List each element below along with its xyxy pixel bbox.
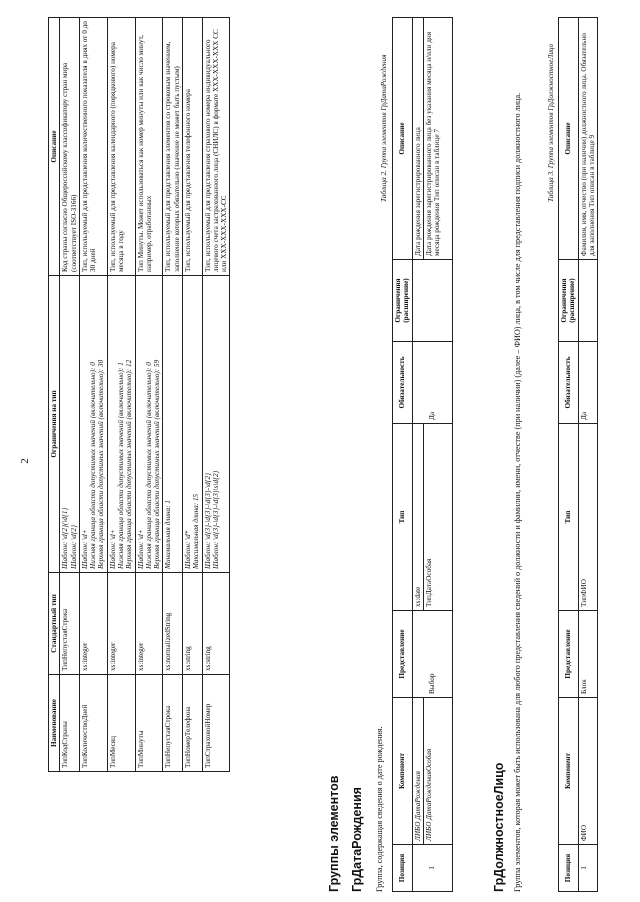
col-component-header: Компонент (393, 698, 413, 845)
gr-official-title: ГрДолжностноеЛицо (492, 762, 506, 892)
col-required-header: Обязательность (559, 342, 579, 424)
restriction-cell: Минимальная длина: 1 (163, 276, 183, 573)
type-name-cell: ТипСтраховойНомер (202, 675, 230, 772)
standard-type-cell: ТипНепустаяСтрока (60, 573, 80, 675)
col-required-header: Обязательность (393, 342, 413, 424)
position-cell: 1 (412, 845, 452, 892)
table-row (60, 18, 80, 772)
type-name-cell: ТипНепустаяСтрока (163, 675, 183, 772)
gr-birth-intro: Группа, содержащая сведения о дате рождения. (375, 726, 384, 892)
col-representation-header: Представление (559, 611, 579, 698)
table-row (107, 18, 135, 772)
table-header-row (49, 18, 60, 772)
required-cell: Да (412, 342, 452, 424)
restriction-cell (412, 260, 452, 342)
col-representation-header: Представление (393, 611, 413, 698)
gr-birth-caption: Таблица 2. Группа элементов ГрДатаРождения (380, 54, 388, 202)
col-restriction-header: Ограничения (расширение) (559, 260, 579, 342)
restriction-cell: Шаблон: \d{3}-\d{3}-\d{3}-\d{2} Шаблон: \d{3}-\d{3}-\d{3}\s\d{2} (202, 276, 230, 573)
table-header-row (559, 18, 579, 892)
table-row (182, 18, 202, 772)
representation-cell: Выбор (412, 611, 452, 698)
type-name-cell: ТипНомерТелефона (182, 675, 202, 772)
standard-type-cell: xs:normalizedString (163, 573, 183, 675)
position-cell: 1 (578, 845, 598, 892)
section-heading-groups: Группы элементов (327, 775, 341, 892)
restriction-cell: Шаблон: \d{2}(\d{1} Шаблон: \d{2} (60, 276, 80, 573)
standard-type-cell: xs:integer (107, 573, 135, 675)
table-row (578, 18, 598, 892)
standard-type-cell: xs:string (182, 573, 202, 675)
description-cell: Тип, используемый для представления календарного (порядкового) номера месяца в году (107, 18, 135, 276)
col-desc-header: Описание (49, 18, 60, 276)
type-name-cell: ТипМинуты (135, 675, 163, 772)
representation-cell: Блок (578, 611, 598, 698)
restriction-cell: Шаблон: \d+ Нижняя граница области допустимых значений (включительно): 0 Верхняя граница области допустимых значений (включительно): 30 (79, 276, 107, 573)
description-cell: Код страны согласно Общероссийскому классификатору стран мира (соответствует ISO-3166) (60, 18, 80, 276)
component-cell: ЛИБО ДатаРожденияОсобая (423, 698, 452, 845)
standard-type-cell: xs:string (202, 573, 230, 675)
col-component-header: Компонент (559, 698, 579, 845)
restriction-cell: Шаблон: \d* Максимальная длина: 15 (182, 276, 202, 573)
type-cell: ТипФИО (578, 424, 598, 611)
description-cell: Тип, используемый для представления страхового номера индивидуального лицевого счета застрахованного лица (СНИЛС) в формате XXX-XXX-XXX CC или XXX-XXX-XXX-CC (202, 18, 230, 276)
gr-official-intro: Группа элементов, которая может быть использована для любого представления сведений о должности и фамилии, имени, отчестве (при наличии) (далее – ФИО) лица, в том числе для представления подписи должностного лица. (513, 92, 522, 892)
type-name-cell: ТипКодСтраны (60, 675, 80, 772)
gr-official-caption: Таблица 3. Группа элементов ГрДолжностноеЛицо (547, 43, 555, 202)
standard-type-cell: xs:integer (135, 573, 163, 675)
col-description-header: Описание (559, 18, 579, 260)
type-name-cell: ТипМесяц (107, 675, 135, 772)
table-row (163, 18, 183, 772)
description-cell: Тип, используемый для представления количественного показателя в днях от 0 до 30 дней (79, 18, 107, 276)
component-cell: ФИО (578, 698, 598, 845)
type-cell: ТипДатаОсобая (423, 424, 452, 611)
type-cell: xs:date (412, 424, 423, 611)
description-cell: Фамилия, имя, отчество (при наличии) должностного лица. Обязательно для заполнения Тип описан в таблице 9 (578, 18, 598, 260)
col-name-header: Наименование (49, 675, 60, 772)
table-row (202, 18, 230, 772)
description-cell: Дата рождения зарегистрированного лица (412, 18, 423, 260)
component-cell: ЛИБО ДатаРождения (412, 698, 423, 845)
page-number: 2 (18, 458, 31, 464)
col-position-header: Позиция (393, 845, 413, 892)
col-position-header: Позиция (559, 845, 579, 892)
restriction-cell (578, 260, 598, 342)
restriction-cell: Шаблон: \d+ Нижняя граница области допустимых значений (включительно): 1 Верхняя граница области допустимых значений (включительно): 12 (107, 276, 135, 573)
gr-birth-title: ГрДатаРождения (350, 787, 364, 892)
col-restriction-header: Ограничения (расширение) (393, 260, 413, 342)
col-std-header: Стандартный тип (49, 573, 60, 675)
col-type-header: Тип (559, 424, 579, 611)
col-type-header: Тип (393, 424, 413, 611)
required-cell: Да (578, 342, 598, 424)
gr-birth-table (392, 17, 453, 892)
col-description-header: Описание (393, 18, 413, 260)
standard-type-cell: xs:integer (79, 573, 107, 675)
table-header-row (393, 18, 413, 892)
description-cell: Тип, используемый для представления элементов со строковым значением, заполнение которых обязательно (значение не может быть пустым) (163, 18, 183, 276)
description-cell: Тип, используемый для представления телефонного номера (182, 18, 202, 276)
restriction-cell: Шаблон: \d+ Нижняя граница области допустимых значений (включительно): 0 Верхняя граница области допустимых значений (включительно): 59 (135, 276, 163, 573)
table-row (412, 18, 423, 892)
gr-official-table (558, 17, 598, 892)
table-row (135, 18, 163, 772)
description-cell: Дата рождения зарегистрированного лица без указания месяца и/или дня месяца рождения Тип описан в таблице 7 (423, 18, 452, 260)
table-row (79, 18, 107, 772)
types-table (48, 17, 230, 772)
type-name-cell: ТипКоличествоДней (79, 675, 107, 772)
description-cell: Тип Минуты. Может использоваться как номер минуты или как число минут, например, отработанных (135, 18, 163, 276)
col-restr-header: Ограничения на тип (49, 276, 60, 573)
table-row (423, 18, 452, 892)
